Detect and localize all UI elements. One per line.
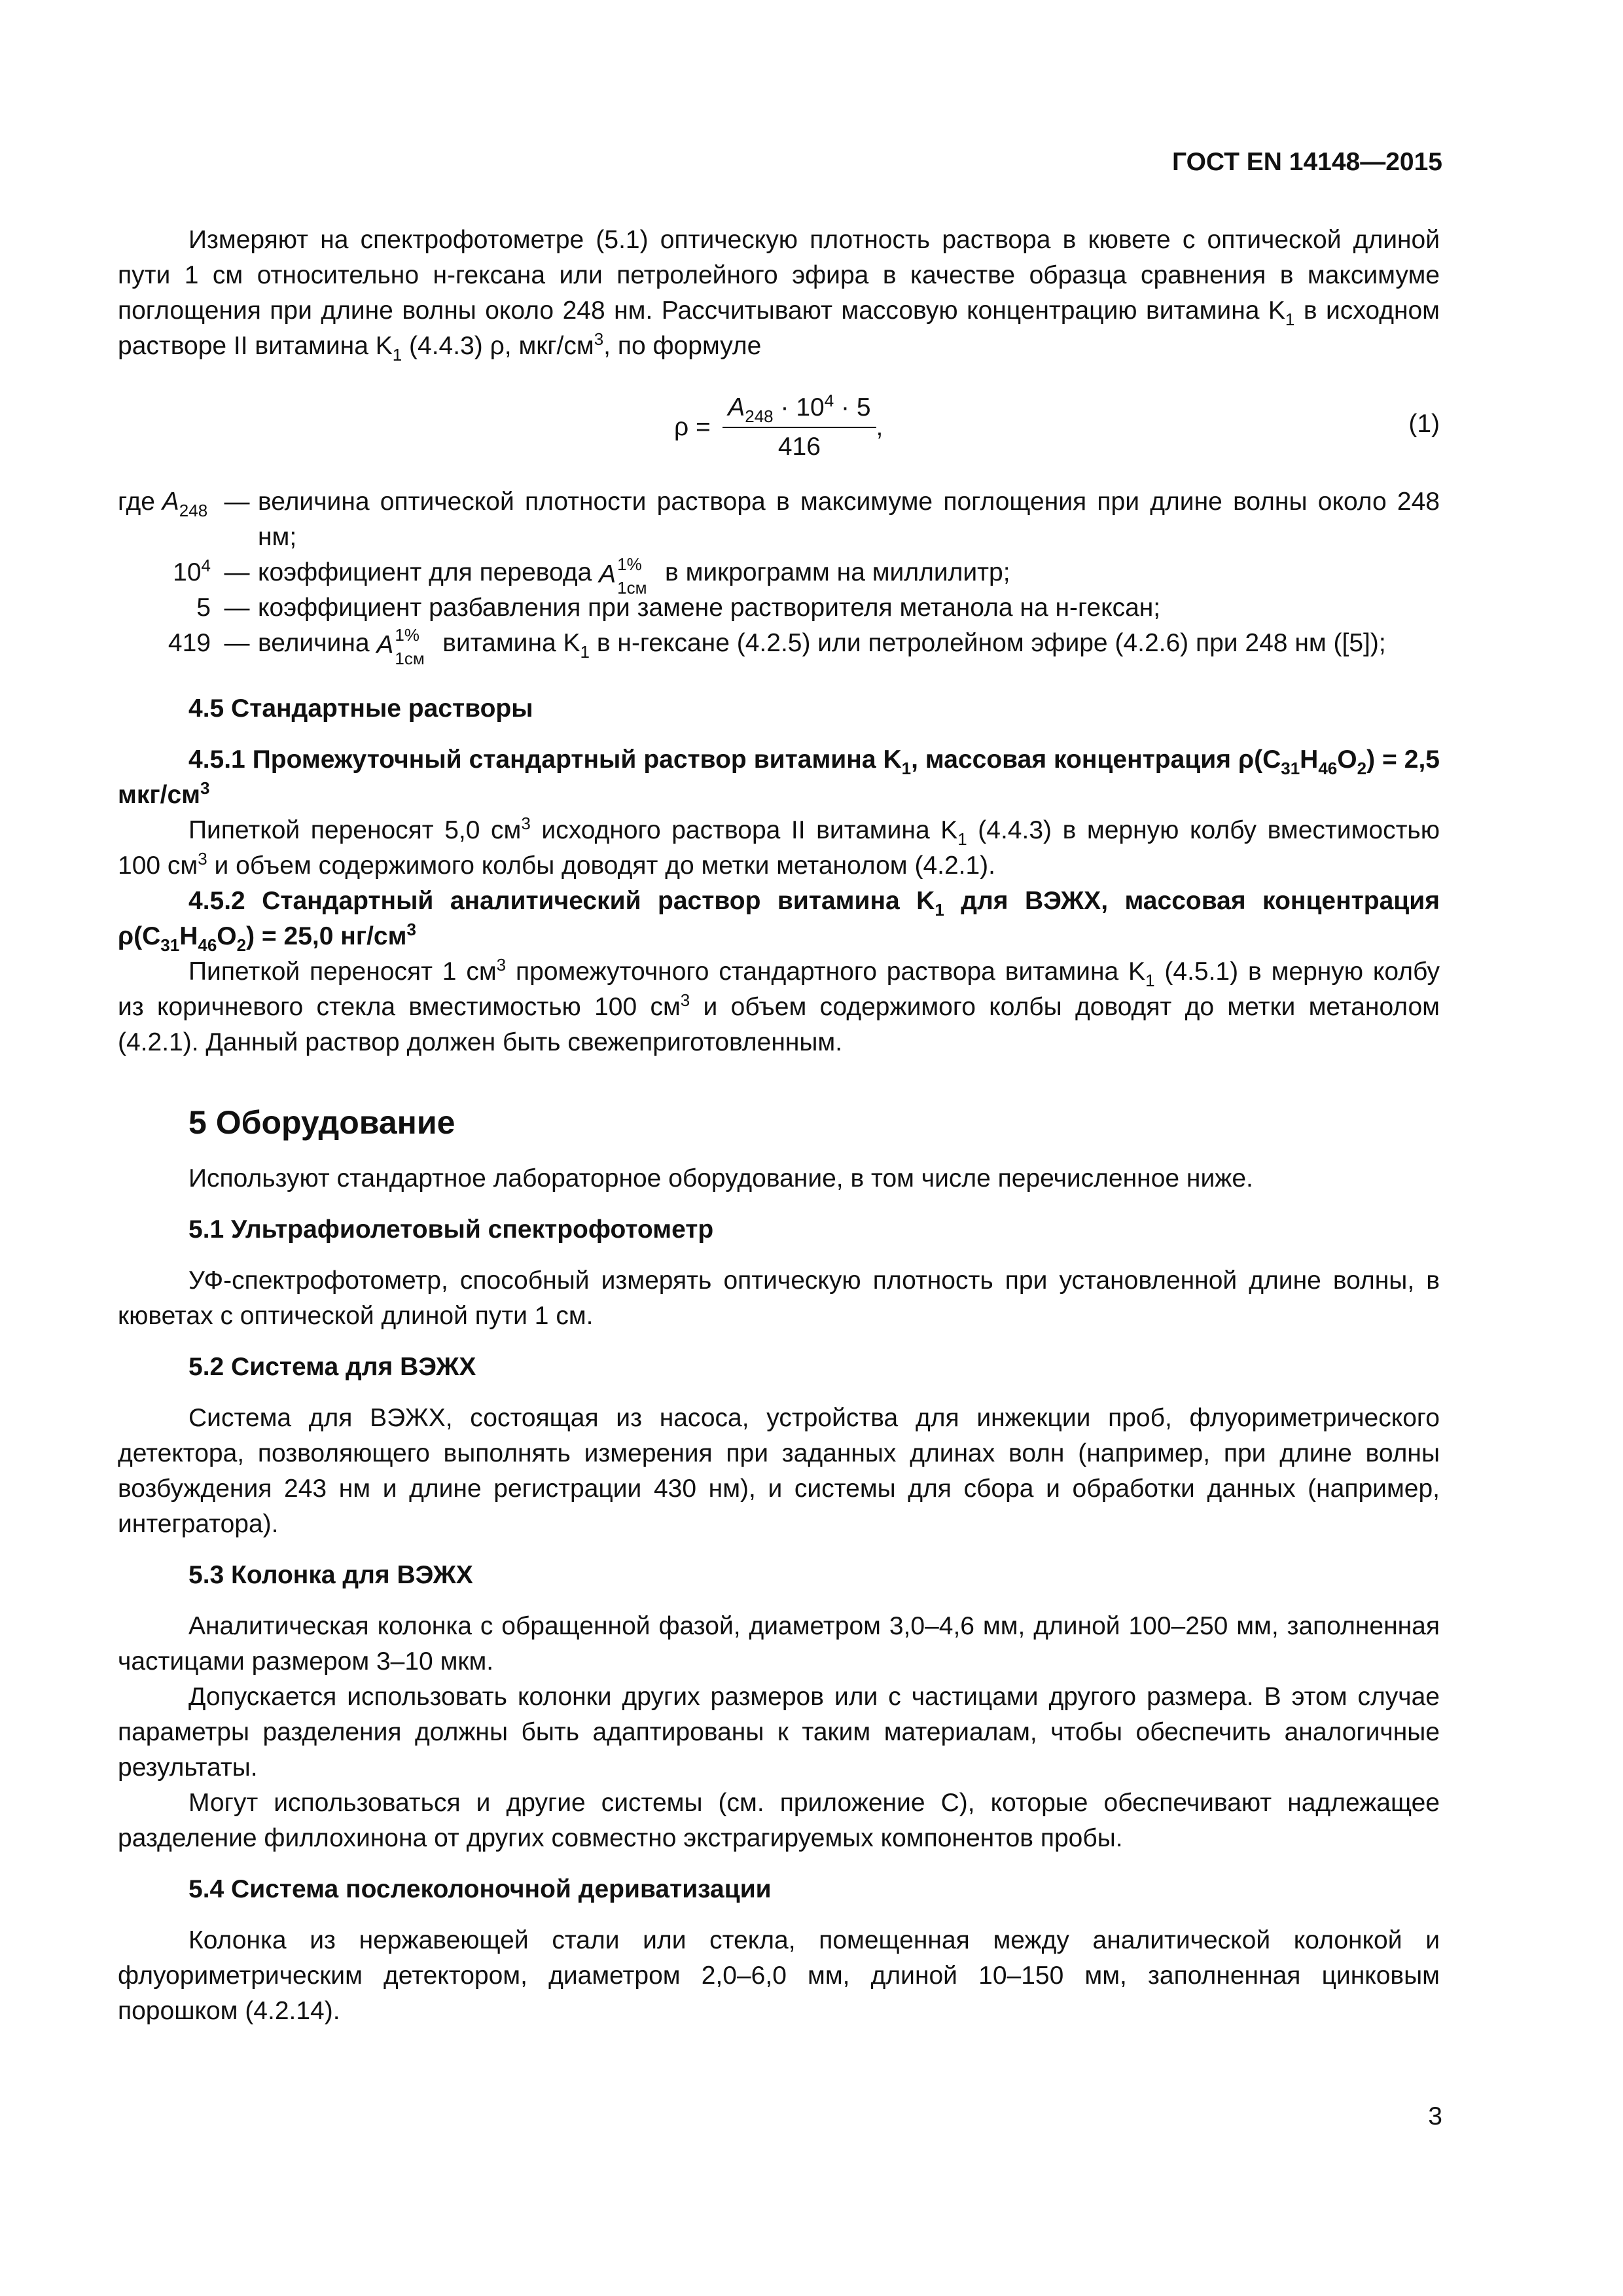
section-heading-5-1: 5.1 Ультрафиолетовый спектрофотометр: [188, 1215, 714, 1244]
definition-symbol: где $A_{248}$: [118, 488, 208, 520]
paragraph-5-3-c: Могут использоваться и другие системы (см. приложение С), которые обеспечивают надлежащее разделение филлохинона от других совместно экстрагируемых компонентов пробы.: [118, 1789, 1440, 1852]
paragraph-4-5-2: Пипеткой переносят 1 $см^3$ промежуточного стандартного раствора витамина $K_1$ (4.5.1) в мерную колбу из коричневого стекла вместимостью 100 $см^3$ и объем содержимого колбы доводят до метки метанолом (4.2.1). Данный раствор должен быть свежеприготовленным.: [118, 955, 1440, 1056]
section-heading-5-2: 5.2 Система для ВЭЖХ: [188, 1353, 476, 1381]
formula-lhs: ρ =: [674, 413, 711, 441]
definition-text: величина A 1% 1см витамина $K_1$ в н-гексане (4.2.5) или петролейном эфире (4.2.6) при 248 нм ([5]);: [258, 625, 1386, 668]
definition-text: величина оптической плотности раствора в максимуме поглощения при длине волны около 248 нм;: [258, 488, 1440, 551]
formula: ρ = $\frac{A_{248} \cdot 10^4 \cdot 5}{416}$ ,: [674, 391, 883, 461]
absorbance-symbol: A 1% 1см: [599, 554, 647, 598]
definition-item: $10^4$ — коэффициент для перевода A 1% 1см в микрограмм на миллилитр;: [118, 555, 1440, 590]
paragraph-5-2: Система для ВЭЖХ, состоящая из насоса, устройства для инжекции проб, флуориметрического детектора, позволяющего выполнять измерения при заданных длинах волн (например, при длине волны возбуждения 243 нм и длине регистрации 430 нм), и системы для сбора и обработки данных (например, интегратора).: [118, 1404, 1440, 1538]
paragraph-5-3-b: Допускается использовать колонки других размеров или с частицами другого размера. В этом случае параметры разделения должны быть адаптированы к таким материалам, чтобы обеспечить аналогичные результаты.: [118, 1683, 1440, 1782]
equation-number: (1): [1408, 410, 1440, 438]
absorbance-symbol: A 1% 1см: [376, 625, 425, 668]
intro-paragraph: Измеряют на спектрофотометре (5.1) оптическую плотность раствора в кювете с оптической длиной пути 1 см относительно н-гексана или петролейного эфира в качестве образца сравнения в максимуме поглощения при длине волны около 248 нм. Рассчитывают массовую концентрацию витамина $K_1$ в исходном растворе II витамина $K_1$ (4.4.3) ρ, мкг/$см^3$, по формуле: [118, 226, 1440, 365]
formula-fraction: [722, 393, 876, 462]
definition-symbol: 5: [196, 594, 211, 622]
definition-item: где $A_{248}$ — величина оптической плотности раствора в максимуме поглощения при длине волны около 248 нм;: [118, 484, 1440, 555]
definitions-list: [118, 484, 1440, 668]
page-number: 3: [1428, 2102, 1442, 2130]
paragraph-4-5-1: Пипеткой переносят 5,0 $см^3$ исходного раствора II витамина $K_1$ (4.4.3) в мерную колбу вместимостью 100 $см^3$ и объем содержимого колбы доводят до метки метанолом (4.2.1).: [118, 814, 1440, 880]
document-header: ГОСТ EN 14148—2015: [1171, 148, 1442, 176]
formula-block: [118, 384, 1440, 475]
paragraph-5-3-a: Аналитическая колонка с обращенной фазой, диаметром 3,0–4,6 мм, длиной 100–250 мм, заполненная частицами размером 3–10 мкм.: [118, 1612, 1440, 1676]
section-heading-4-5: 4.5 Стандартные растворы: [188, 694, 533, 723]
definition-symbol: $10^4$: [173, 556, 211, 586]
definition-symbol: 419: [168, 629, 211, 657]
formula-numerator: $A_{248} \cdot 10^4 \cdot 5$: [722, 393, 876, 428]
paragraph-5-4: Колонка из нержавеющей стали или стекла, помещенная между аналитической колонкой и флуориметрическим детектором, диаметром 2,0–6,0 мм, длиной 10–150 мм, заполненная цинковым порошком (4.2.14).: [118, 1926, 1440, 2025]
section-heading-5-3: 5.3 Колонка для ВЭЖХ: [188, 1561, 473, 1589]
paragraph-5-1: УФ-спектрофотометр, способный измерять оптическую плотность при установленной длине волны, в кюветах с оптической длиной пути 1 см.: [118, 1266, 1440, 1330]
formula-denominator: 416: [777, 433, 821, 461]
section-heading-5: 5 Оборудование: [188, 1104, 455, 1141]
page-content: [118, 223, 1440, 2029]
paragraph-5-intro: Используют стандартное лабораторное оборудование, в том числе перечисленное ниже.: [188, 1164, 1253, 1193]
section-heading-4-5-2: 4.5.2 Стандартный аналитический раствор витамина $K_1$ для ВЭЖХ, массовая концентрация $\rho(C_{31}H_{46}O_2) = 25,0$ $нг/см^3$: [118, 887, 1440, 955]
section-heading-5-4: 5.4 Система послеколоночной дериватизации: [188, 1875, 772, 1903]
section-heading-4-5-1: 4.5.1 Промежуточный стандартный раствор витамина $K_1$, массовая концентрация $\rho(C_{31}H_{46}O_2) = 2,5$ мкг/$см^3$: [118, 745, 1440, 809]
definition-item: 5 — коэффициент разбавления при замене растворителя метанола на н-гексан;: [118, 590, 1440, 626]
definition-item: 419 — величина A 1% 1см витамина $K_1$ в н-гексане (4.2.5) или петролейном эфире (4.2.6) при 248 нм ([5]);: [118, 626, 1440, 661]
definition-text: коэффициент разбавления при замене растворителя метанола на н-гексан;: [258, 594, 1161, 622]
definition-text: коэффициент для перевода A 1% 1см в микрограмм на миллилитр;: [258, 554, 1010, 598]
